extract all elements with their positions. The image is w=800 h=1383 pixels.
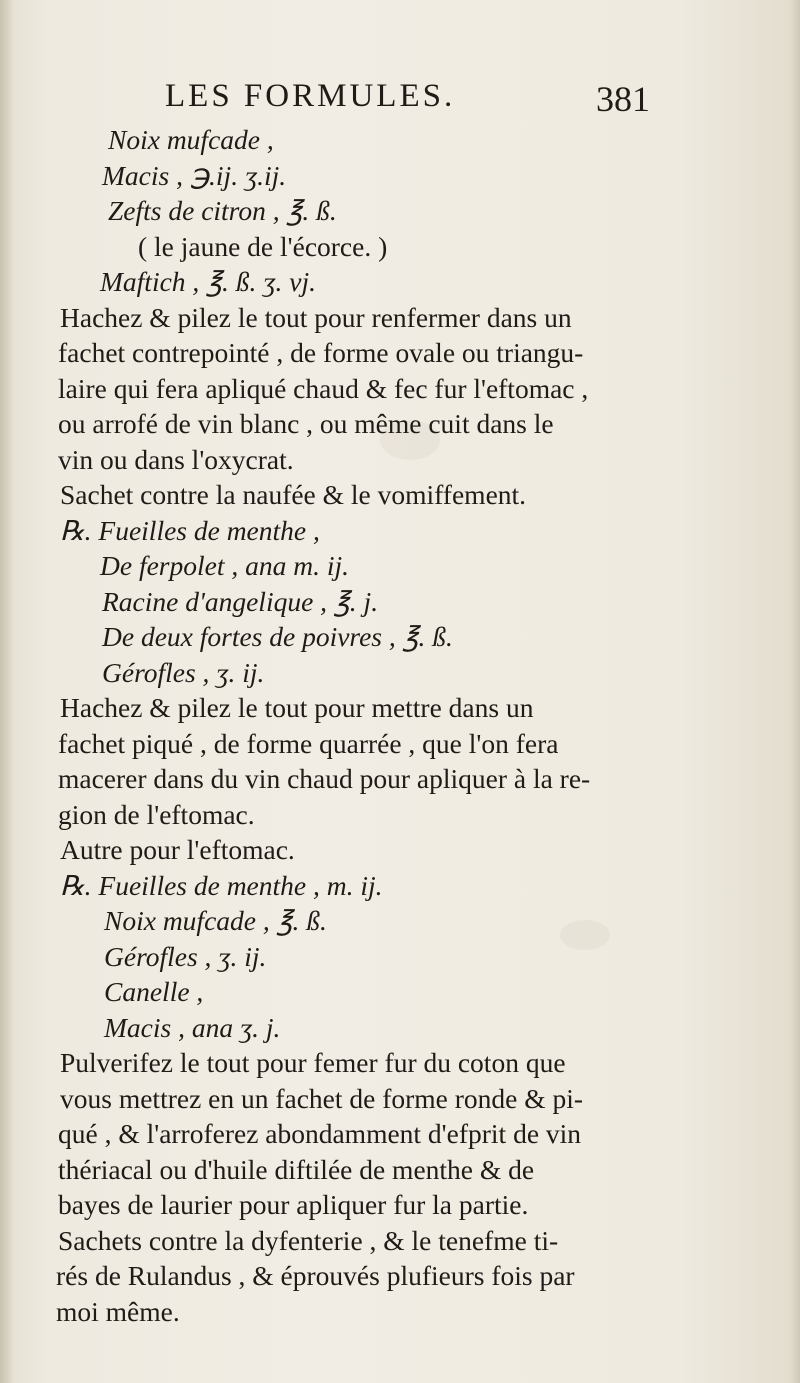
text-line: ℞. Fueilles de menthe , m. ij. (60, 870, 383, 901)
text-line: rés de Rulandus , & éprouvés plufieurs fois par (56, 1260, 575, 1291)
text-line: vin ou dans l'oxycrat. (58, 444, 294, 475)
text-line: Sachet contre la naufée & le vomiffement. (60, 479, 527, 510)
text-line: Pulverifez le tout pour femer fur du coton que (60, 1047, 566, 1078)
text-line: Sachets contre la dyfenterie , & le tenefme ti- (58, 1225, 559, 1256)
text-line: De deux fortes de poivres , ℥. ß. (102, 621, 453, 652)
text-line: Zefts de citron , ℥. ß. (108, 195, 337, 226)
text-line: ( le jaune de l'écorce. ) (138, 231, 388, 262)
text-line: De ferpolet , ana m. ij. (100, 550, 349, 581)
text-line: fachet piqué , de forme quarrée , que l'on fera (58, 728, 559, 759)
running-title: LES FORMULES. (165, 78, 456, 114)
page-edge-shadow-left (0, 0, 14, 1383)
text-line: Maftich , ℥. ß. ʒ. vj. (100, 266, 316, 297)
page-number: 381 (596, 79, 650, 119)
text-line: Hachez & pilez le tout pour mettre dans un (60, 692, 534, 723)
page-edge-shadow-right (790, 0, 800, 1383)
text-line: Autre pour l'eftomac. (60, 834, 295, 865)
text-line: macerer dans du vin chaud pour apliquer à la re- (58, 763, 591, 794)
text-line: Noix mufcade , (108, 124, 274, 155)
text-line: Canelle , (104, 976, 204, 1007)
text-line: Racine d'angelique , ℥. j. (102, 586, 379, 617)
text-line: ℞. Fueilles de menthe , (60, 515, 320, 546)
text-line: fachet contrepointé , de forme ovale ou triangu- (58, 337, 584, 368)
text-line: Gérofles , ʒ. ij. (102, 657, 265, 688)
text-line: Gérofles , ʒ. ij. (104, 941, 267, 972)
text-line: ou arrofé de vin blanc , ou même cuit dans le (58, 408, 554, 439)
text-line: Macis , ana ʒ. j. (104, 1012, 281, 1043)
text-line: thériacal ou d'huile diftilée de menthe & de (58, 1154, 535, 1185)
text-line: Noix mufcade , ℥. ß. (104, 905, 327, 936)
text-line: gion de l'eftomac. (58, 799, 255, 830)
text-line: vous mettrez en un fachet de forme ronde & pi- (60, 1083, 584, 1114)
text-line: laire qui fera apliqué chaud & fec fur l'eftomac , (58, 373, 589, 404)
running-header (165, 78, 665, 126)
paper-stain (560, 920, 610, 950)
text-line: Hachez & pilez le tout pour renfermer dans un (60, 302, 572, 333)
text-line: moi même. (56, 1296, 180, 1327)
text-line: bayes de laurier pour apliquer fur la partie. (58, 1189, 529, 1220)
text-line: qué , & l'arroferez abondamment d'efprit de vin (58, 1118, 582, 1149)
text-line: Macis , ℈.ij. ʒ.ij. (102, 160, 287, 191)
